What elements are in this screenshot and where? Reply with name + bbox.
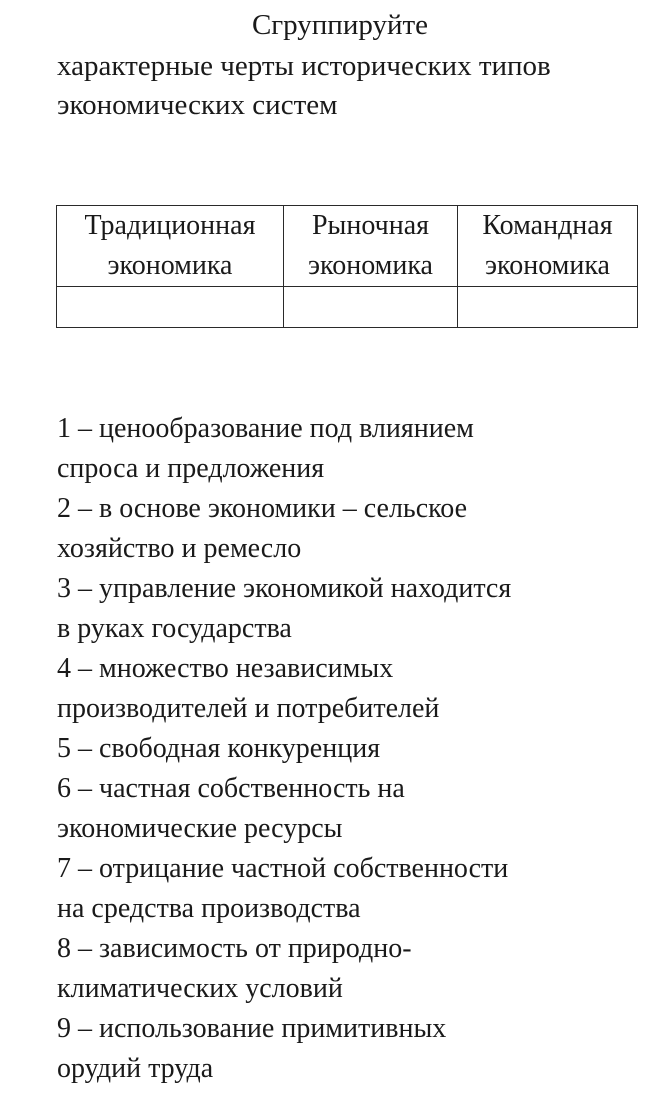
list-item-line1: 4 – множество независимых (57, 653, 394, 684)
list-item (57, 769, 657, 849)
list-item-line1: 1 – ценообразование под влиянием (57, 413, 474, 444)
list-item-line2: экономические ресурсы (57, 813, 343, 844)
economic-systems-table (56, 205, 638, 328)
list-item (57, 409, 657, 489)
list-item (57, 849, 657, 929)
list-item-line2: в руках государства (57, 613, 292, 644)
header-cell-line1: Командная (482, 210, 613, 241)
header-traditional-economy (57, 206, 284, 287)
list-item (57, 1009, 657, 1089)
list-item-line1: 7 – отрицание частной собственности (57, 853, 509, 884)
title-line-3: экономических систем (57, 89, 338, 121)
title-line-1: Сгруппируйте (251, 9, 429, 41)
table-answer-row (57, 287, 638, 328)
list-item (57, 729, 657, 769)
list-item-line1: 8 – зависимость от природно- (57, 933, 412, 964)
list-item (57, 489, 657, 569)
answer-cell-traditional (57, 287, 284, 328)
header-cell-line1: Рыночная (311, 210, 430, 241)
header-market-economy (284, 206, 458, 287)
list-item-line1: 9 – использование примитивных (57, 1013, 447, 1044)
list-item (57, 929, 657, 1009)
characteristics-list (57, 409, 657, 1089)
list-item-line1: 2 – в основе экономики – сельское (57, 493, 468, 524)
table-header-row (57, 206, 638, 287)
answer-cell-command (458, 287, 638, 328)
list-item-line1: 3 – управление экономикой находится (57, 573, 512, 604)
list-item (57, 569, 657, 649)
list-item-line2: хозяйство и ремесло (57, 533, 302, 564)
header-cell-line1: Традиционная (84, 210, 256, 241)
list-item-line2: производителей и потребителей (57, 693, 440, 724)
header-cell-line2: экономика (485, 250, 610, 281)
answer-cell-market (284, 287, 458, 328)
list-item (57, 649, 657, 729)
list-item-line1: 5 – свободная конкуренция (57, 733, 381, 764)
list-item-line1: 6 – частная собственность на (57, 773, 405, 804)
list-item-line2: на средства производства (57, 893, 361, 924)
title-line-2: характерные черты исторических типов (57, 50, 551, 82)
header-command-economy (458, 206, 638, 287)
header-cell-line2: экономика (107, 250, 233, 281)
header-cell-line2: экономика (308, 250, 433, 281)
list-item-line2: климатических условий (57, 973, 343, 1004)
list-item-line2: орудий труда (57, 1053, 214, 1084)
list-item-line2: спроса и предложения (57, 453, 325, 484)
